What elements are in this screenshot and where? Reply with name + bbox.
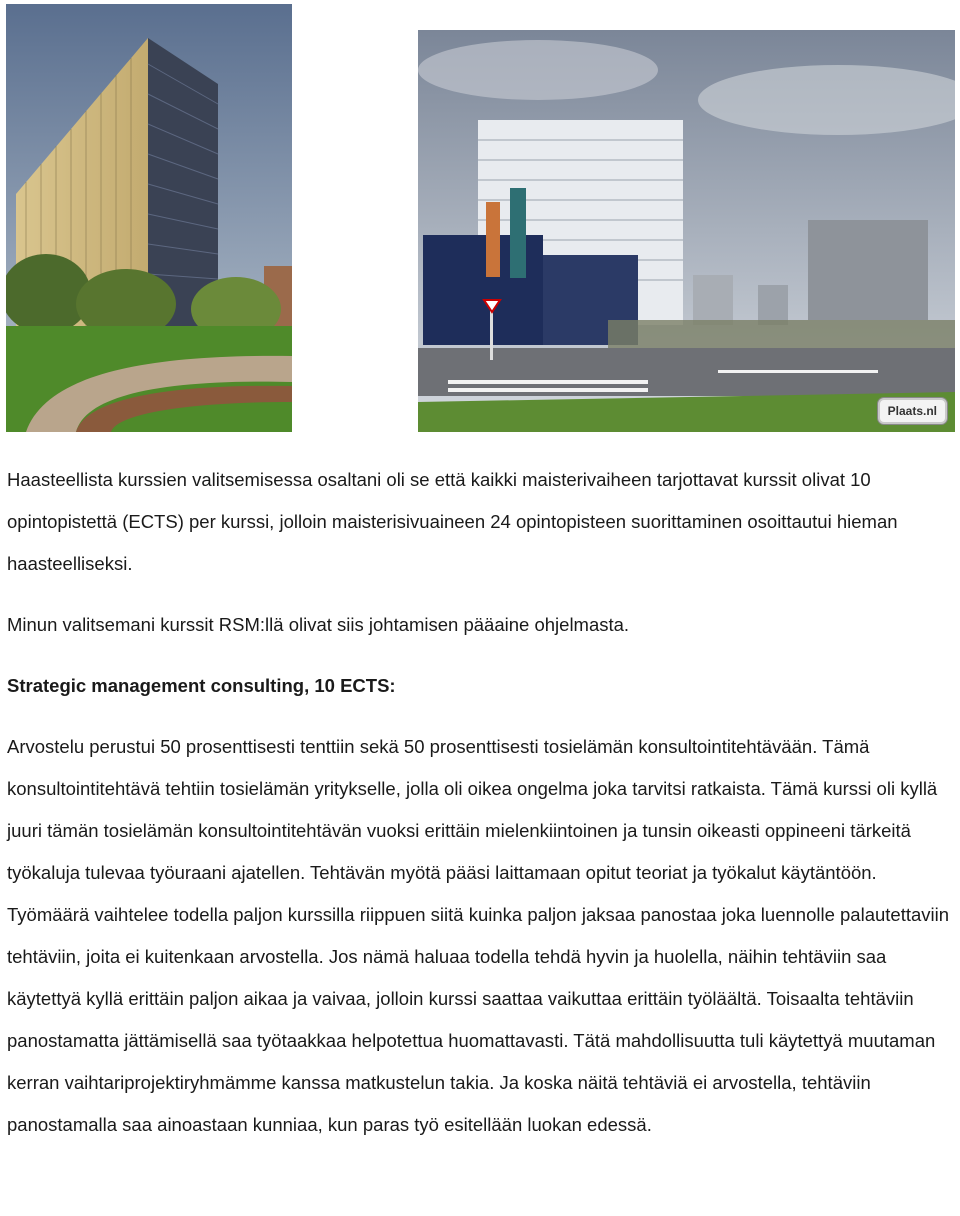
right-campus-photo (418, 30, 955, 432)
paragraph-chosen-courses: Minun valitsemani kurssit RSM:llä olivat siis johtamisen pääaine ohjelmasta. (7, 614, 630, 635)
photo-watermark: Plaats.nl (878, 398, 947, 424)
paragraph-course-selection: Haasteellista kurssien valitsemisessa osaltani oli se että kaikki maisterivaiheen tarjottavat kurssit olivat 10 opintopistettä (ECTS) per kurssi, jolloin maisterisivuaineen 24 opintopisteen suorittaminen osoittautui hieman haasteelliseksi. (7, 469, 898, 574)
chosen-courses-paragraph (7, 604, 955, 646)
course-heading-block (7, 665, 955, 707)
course-heading: Strategic management consulting, 10 ECTS: (7, 675, 396, 696)
left-building-photo (6, 4, 292, 432)
course-description-block (7, 726, 955, 1146)
paragraph-course-description: Arvostelu perustui 50 prosenttisesti tenttiin sekä 50 prosenttisesti tosielämän konsultointitehtävään. Tämä konsultointitehtävä tehtiin tosielämän yritykselle, jolla oli oikea ongelma joka tarvitsi ratkaista. Tämä kurssi oli kyllä juuri tämän tosielämän konsultointitehtävän vuoksi erittäin mielenkiintoinen ja tunsin oikeasti oppineeni tärkeitä työkaluja tulevaa työuraani ajatellen. Tehtävän myötä pääsi laittamaan opitut teoriat ja työkalut käytäntöön. Työmäärä vaihtelee todella paljon kurssilla riippuen siitä kuinka paljon jaksaa panostaa joka luennolle palautettaviin tehtäviin, joita ei kuitenkaan arvostella. Jos nämä haluaa todella tehdä hyvin ja huolella, näihin tehtäviin saa käytettyä kyllä erittäin paljon aikaa ja vaivaa, jolloin kurssi saattaa vaikuttaa erittäin työläältä. Toisaalta tehtäviin panostamatta jättämisellä saa työtaakkaa helpotettua huomattavasti. Tätä mahdollisuutta tuli käytettyä muutaman kerran vaihtariprojektiryhmämme kanssa matkustelun takia. Ja koska näitä tehtäviä ei arvostella, tehtäviin panostamalla saa ainoastaan kunniaa, kun paras työ esitellään luokan edessä. (7, 736, 950, 1135)
intro-paragraph (7, 459, 955, 585)
